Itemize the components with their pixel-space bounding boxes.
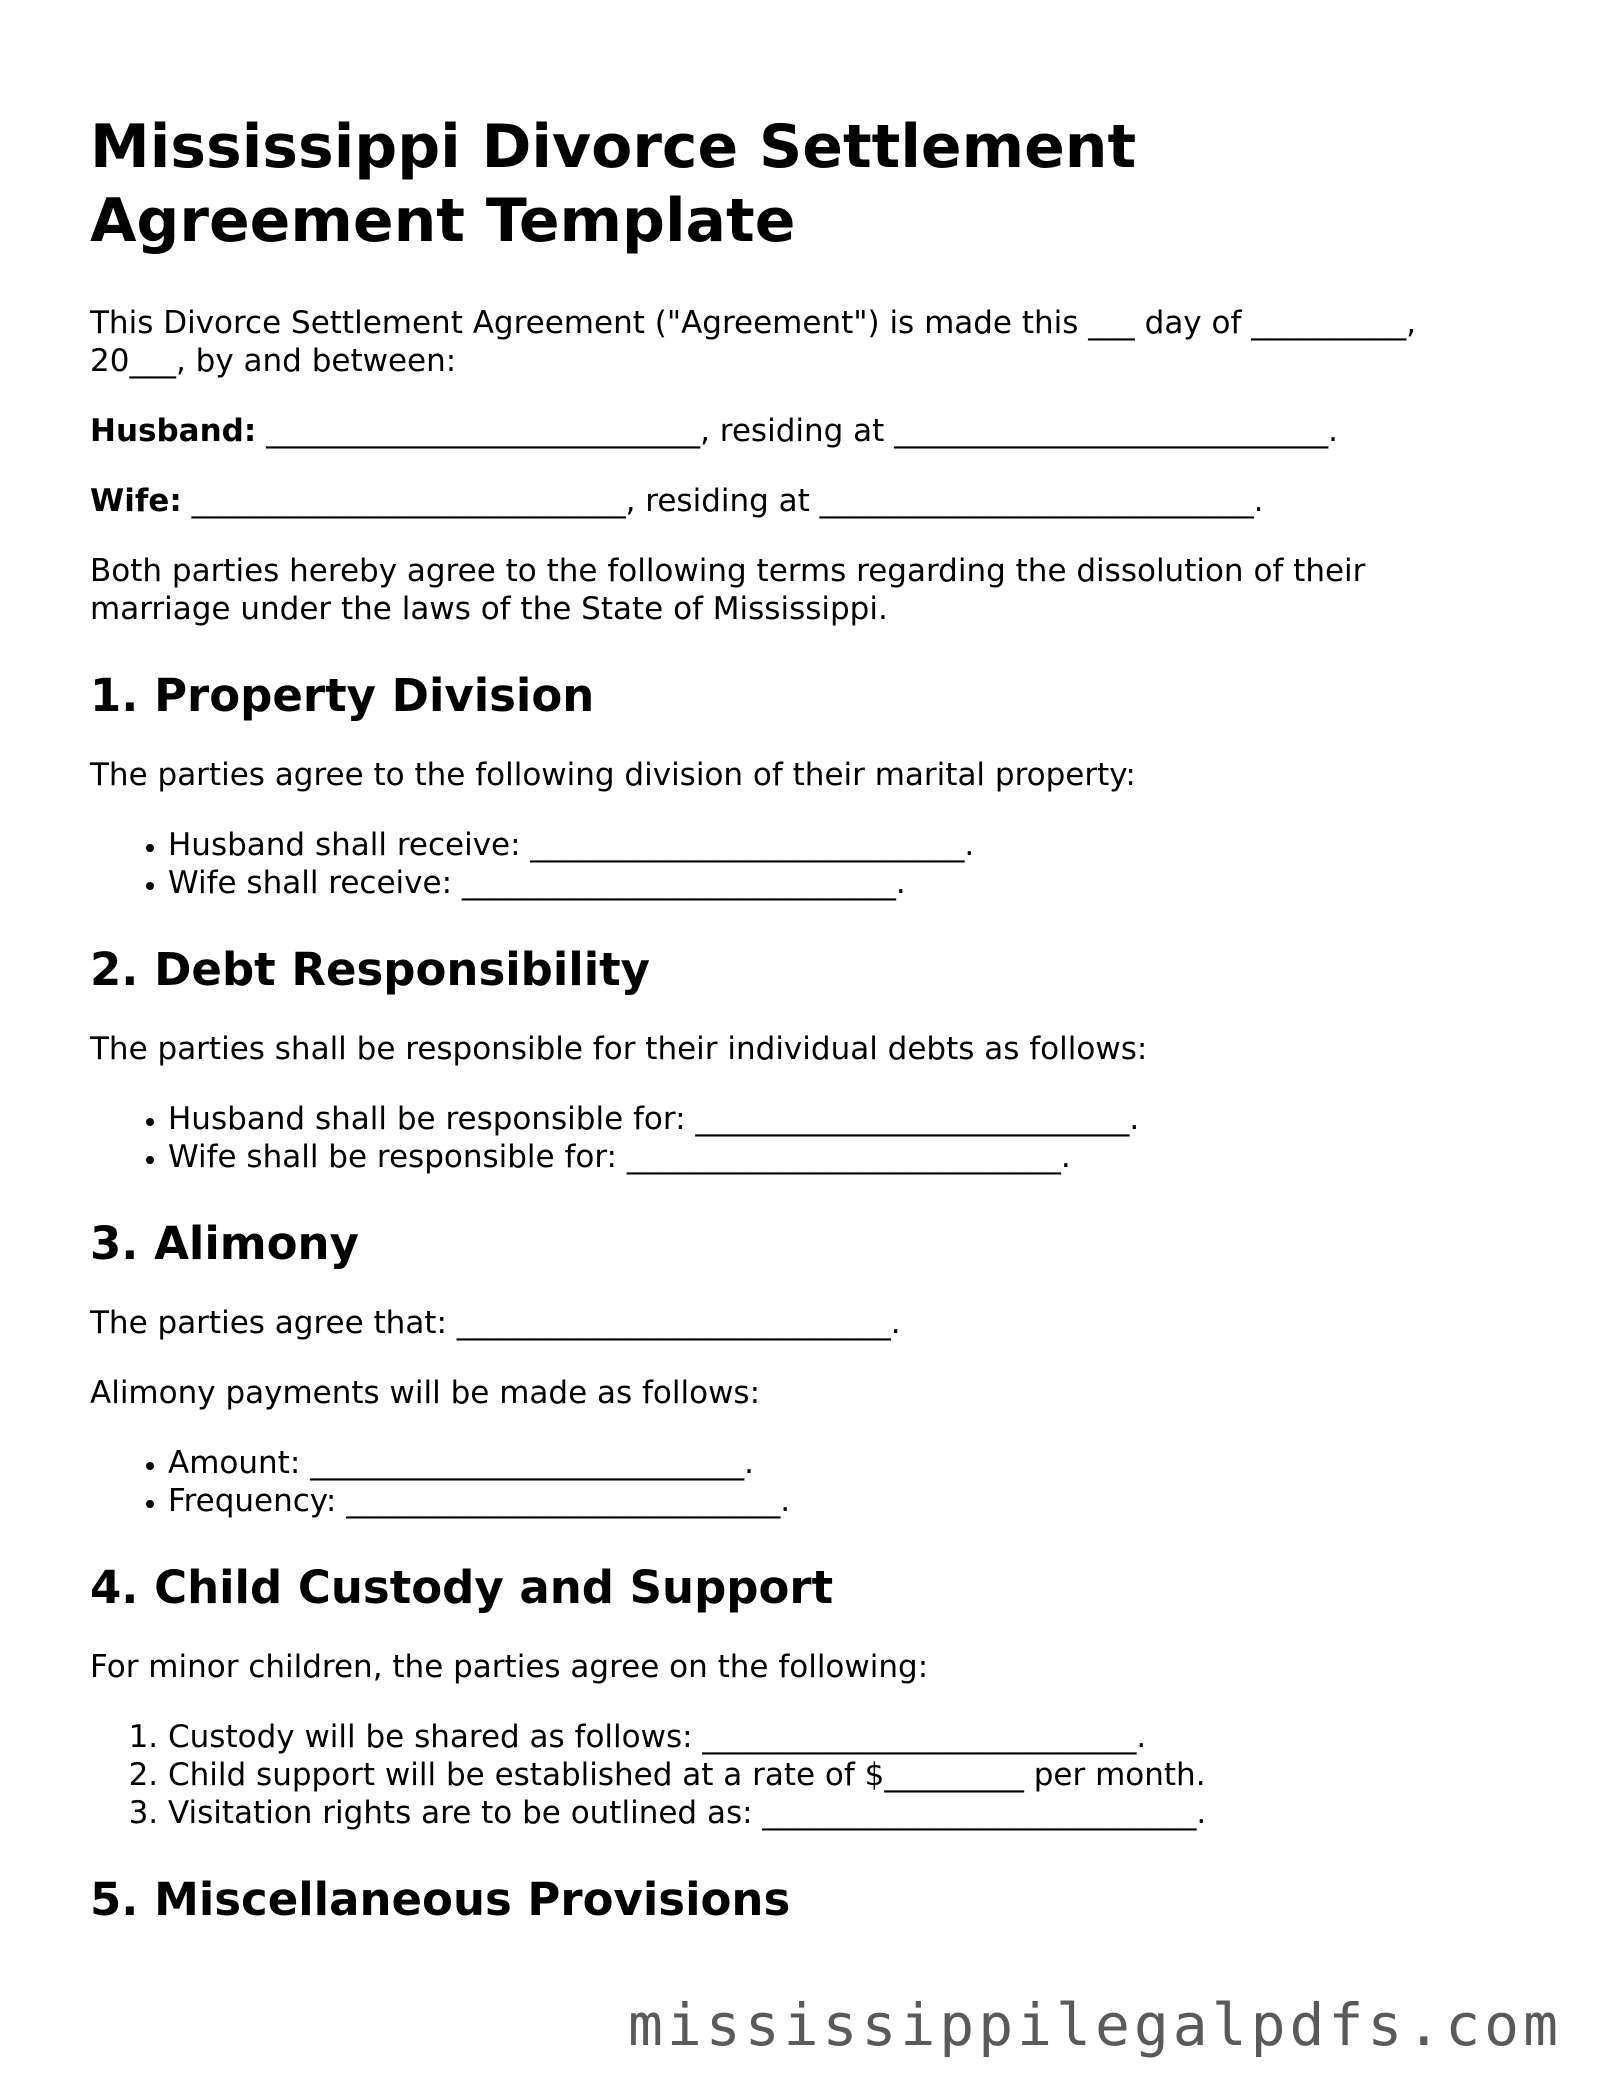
wife-line (90, 482, 1470, 520)
list-item: • Husband shall receive: ____________________________. (168, 826, 1470, 864)
section-heading-alimony: 3. Alimony (90, 1217, 359, 1270)
list-item: • Wife shall receive: ____________________________. (168, 864, 1470, 902)
list-item: • Husband shall be responsible for: ____________________________. (168, 1100, 1470, 1138)
custody-list (90, 1718, 1470, 1832)
intro-paragraph: This Divorce Settlement Agreement ("Agreement") is made this ___ day of __________, 20___, by and between: (90, 305, 1417, 379)
list-item: • Amount: ____________________________. (168, 1444, 1470, 1482)
list-item: 1. Custody will be shared as follows: ____________________________. (168, 1718, 1470, 1756)
agreement-statement: Both parties hereby agree to the following terms regarding the dissolution of their marriage under the laws of the State of Mississippi. (90, 553, 1366, 627)
section-heading-property: 1. Property Division (90, 669, 595, 722)
debt-list (90, 1100, 1470, 1176)
husband-blanks: ____________________________, residing at ____________________________. (256, 413, 1339, 449)
list-item: • Frequency: ____________________________. (168, 1482, 1470, 1520)
document-title: Mississippi Divorce Settlement Agreement Template (90, 112, 1137, 256)
document-page (90, 110, 1470, 1960)
alimony-payments-intro: Alimony payments will be made as follows: (90, 1375, 761, 1411)
section-heading-debt: 2. Debt Responsibility (90, 943, 650, 996)
custody-intro: For minor children, the parties agree on the following: (90, 1649, 929, 1685)
alimony-list (90, 1444, 1470, 1520)
wife-blanks: ____________________________, residing at ____________________________. (181, 483, 1264, 519)
debt-intro: The parties shall be responsible for their individual debts as follows: (90, 1031, 1148, 1067)
list-item: 3. Visitation rights are to be outlined as: ____________________________. (168, 1794, 1470, 1832)
wife-label: Wife: (90, 483, 182, 519)
property-intro: The parties agree to the following division of their marital property: (90, 757, 1136, 793)
husband-line (90, 412, 1470, 450)
property-list (90, 826, 1470, 902)
list-item: 2. Child support will be established at a rate of $_________ per month. (168, 1756, 1470, 1794)
section-heading-custody: 4. Child Custody and Support (90, 1561, 834, 1614)
list-item: • Wife shall be responsible for: ____________________________. (168, 1138, 1470, 1176)
husband-label: Husband: (90, 413, 257, 449)
alimony-agree: The parties agree that: ____________________________. (90, 1305, 901, 1341)
site-watermark: mississippilegalpdfs.com (627, 1991, 1562, 2059)
section-heading-misc: 5. Miscellaneous Provisions (90, 1873, 791, 1926)
